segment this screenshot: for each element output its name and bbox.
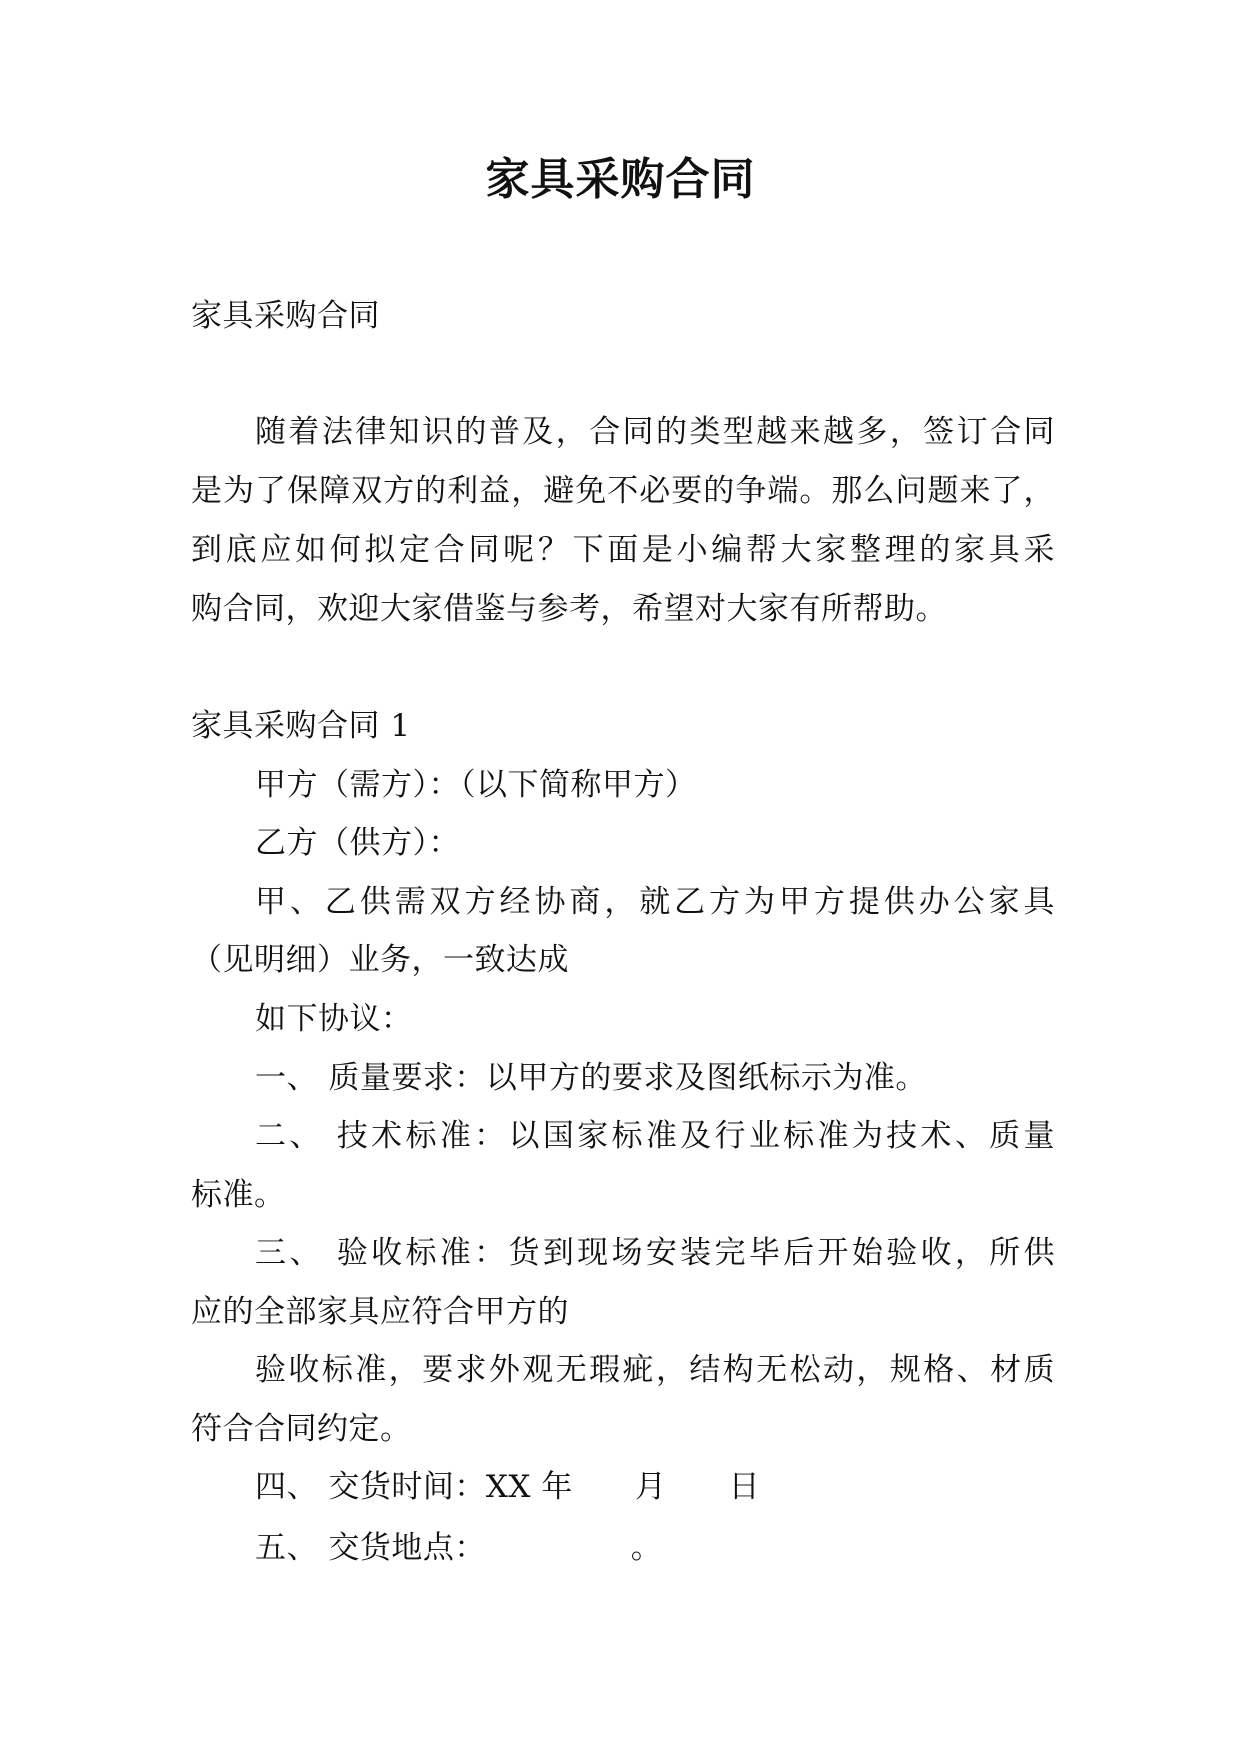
- party-b-line: 乙方（供方）：: [255, 825, 460, 861]
- contract-text-line: （见明细）业务，一致达成: [191, 942, 569, 978]
- clause-technical-cont: 标准。: [191, 1177, 286, 1213]
- section-heading: 家具采购合同 1: [191, 708, 411, 744]
- clause-acceptance-cont: 验收标准，要求外观无瑕疵，结构无松动，规格、材质: [255, 1352, 1055, 1388]
- party-a-line: 甲方（需方）：（以下简称甲方）: [255, 767, 697, 803]
- clause-quality: 一、 质量要求：以甲方的要求及图纸标示为准。: [255, 1060, 927, 1096]
- clause-technical: 二、 技术标准：以国家标准及行业标准为技术、质量: [255, 1118, 1055, 1154]
- intro-line: 购合同，欢迎大家借鉴与参考，希望对大家有所帮助。: [191, 591, 947, 627]
- clause-acceptance-cont: 符合合同约定。: [191, 1411, 412, 1447]
- contract-text-line: 如下协议：: [255, 1001, 413, 1037]
- clause-acceptance: 三、 验收标准：货到现场安装完毕后开始验收，所供: [255, 1235, 1055, 1271]
- contract-text-line: 甲、乙供需双方经协商，就乙方为甲方提供办公家具: [255, 884, 1055, 920]
- intro-line: 随着法律知识的普及，合同的类型越来越多，签订合同: [255, 414, 1055, 450]
- document-subtitle: 家具采购合同: [191, 298, 380, 334]
- clause-delivery-place: 五、 交货地点： 。: [255, 1530, 663, 1566]
- clause-acceptance-cont: 应的全部家具应符合甲方的: [191, 1294, 569, 1330]
- document-title: 家具采购合同: [485, 154, 756, 205]
- intro-line: 是为了保障双方的利益，避免不必要的争端。那么问题来了，: [191, 473, 1055, 509]
- clause-delivery-time: 四、 交货时间：XX 年 月 日: [255, 1469, 761, 1505]
- intro-line: 到底应如何拟定合同呢？下面是小编帮大家整理的家具采: [191, 532, 1055, 568]
